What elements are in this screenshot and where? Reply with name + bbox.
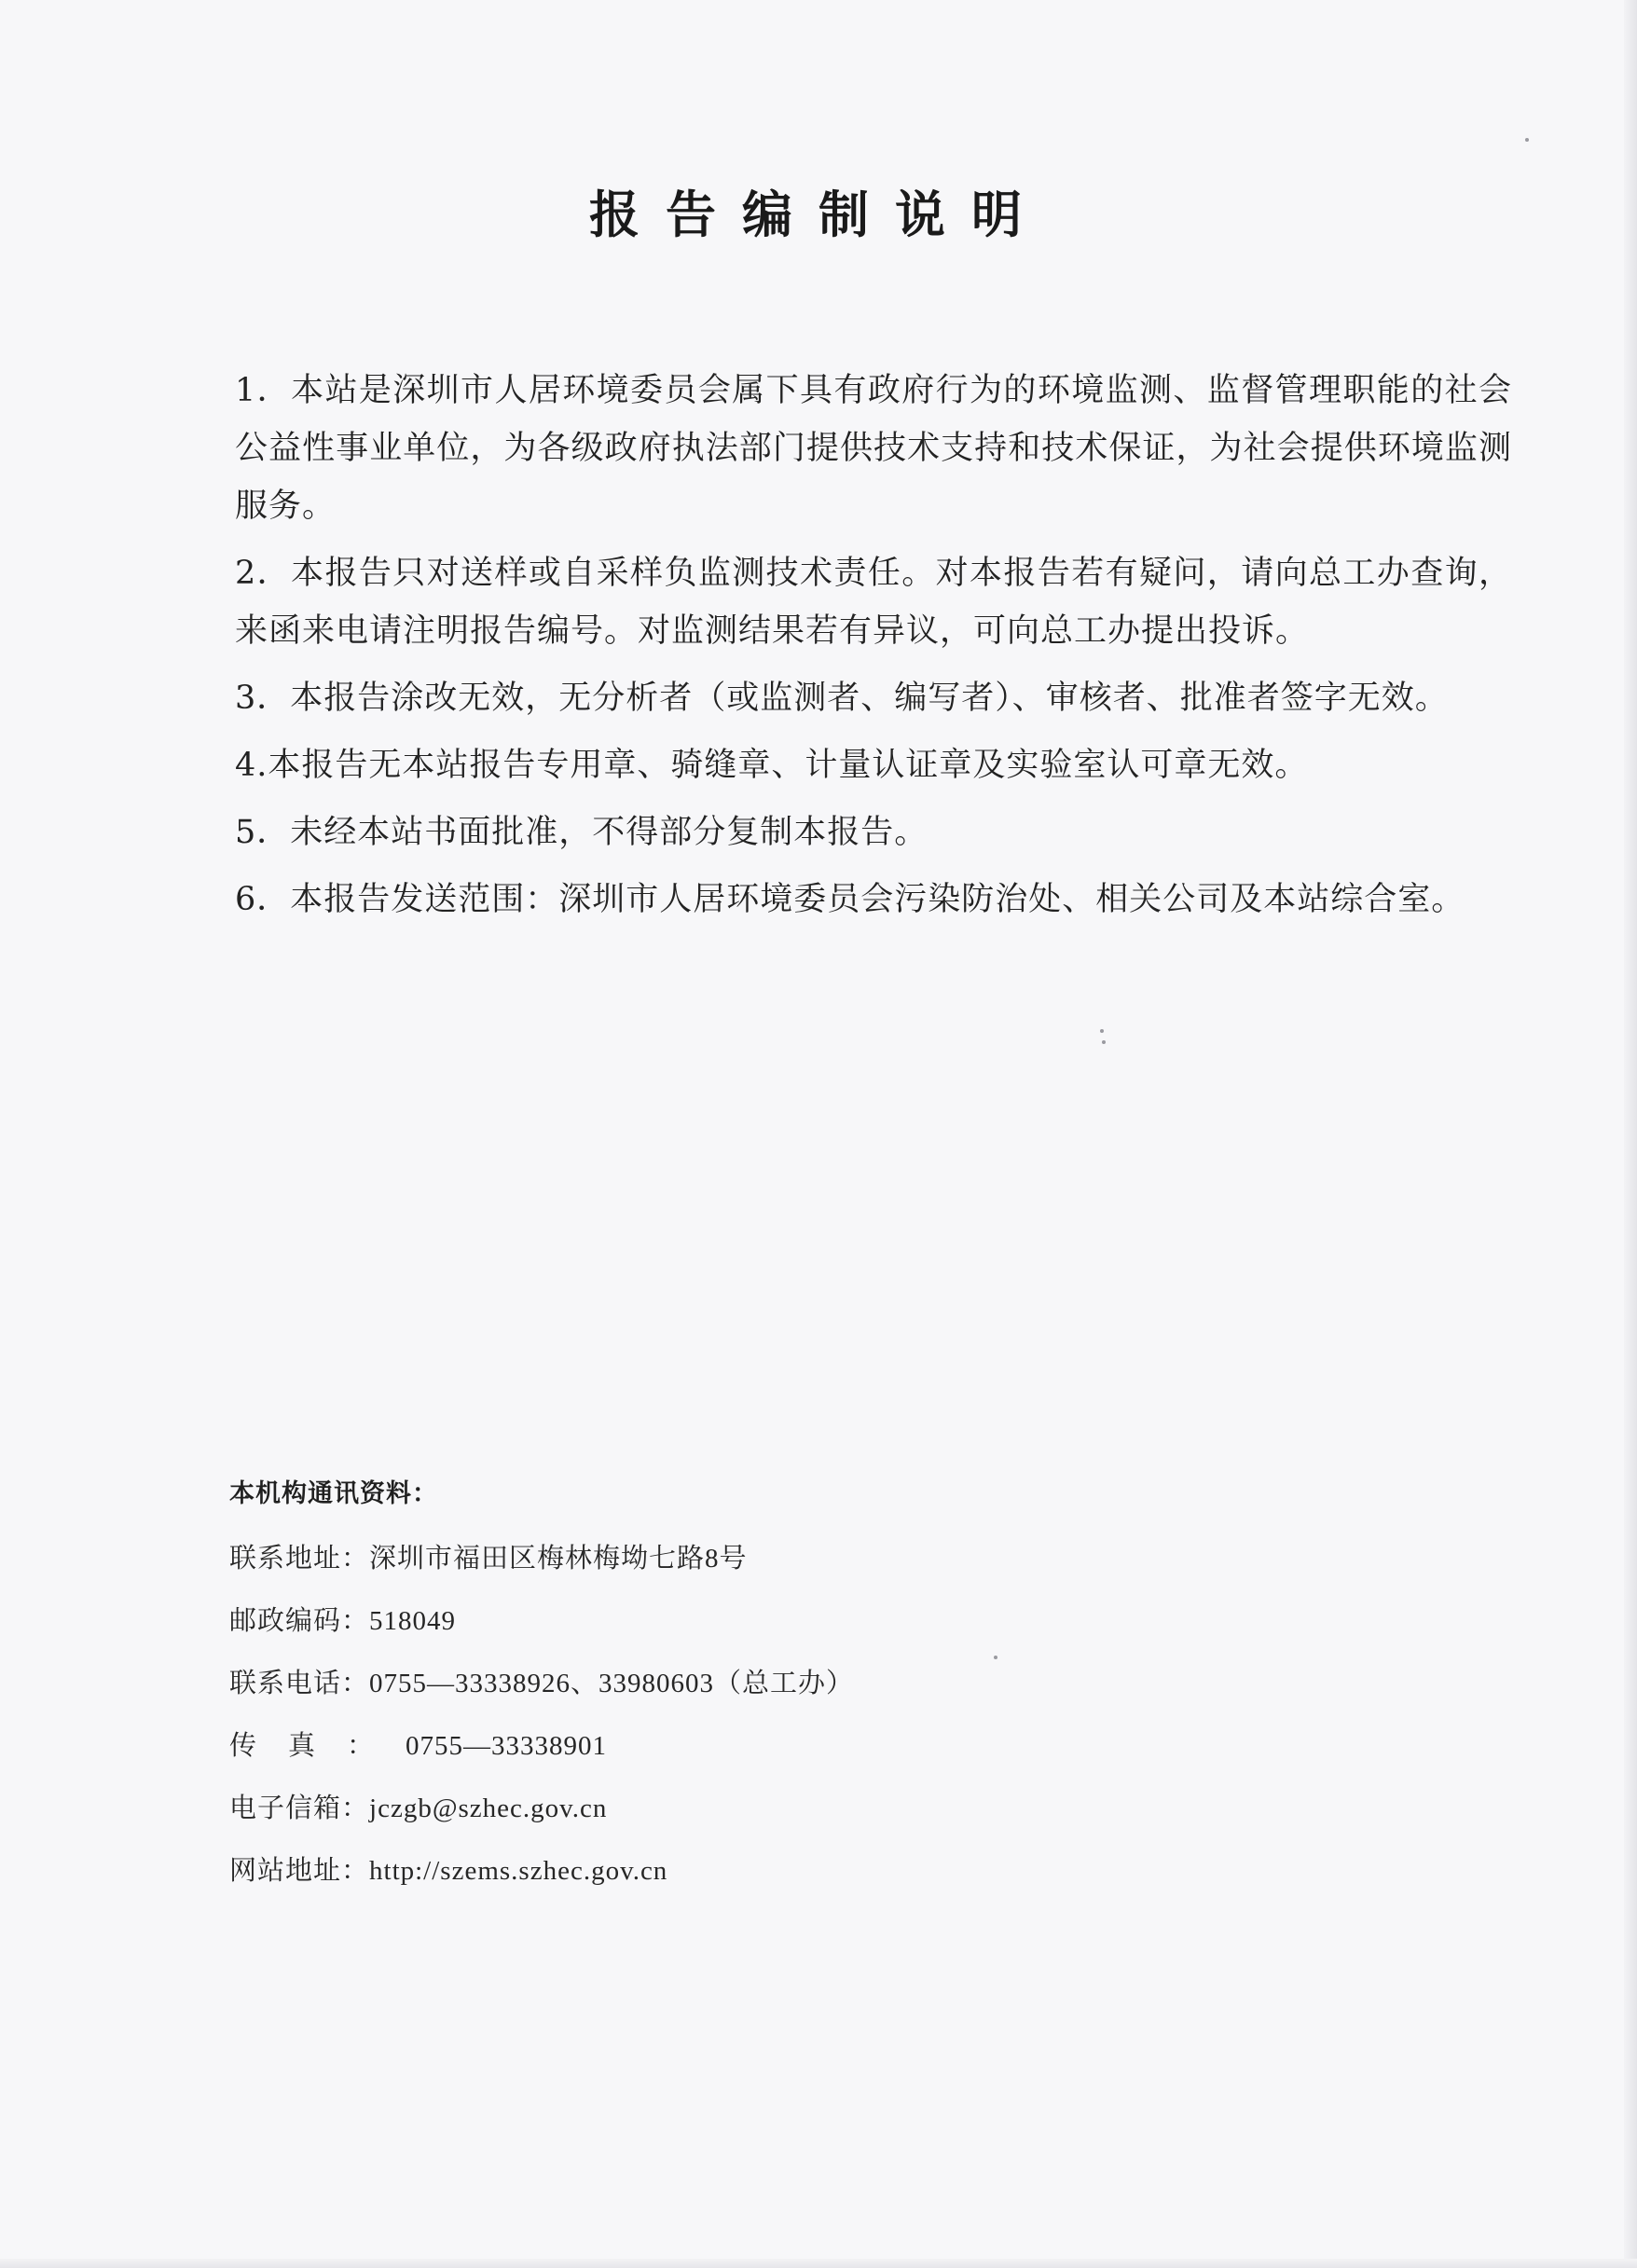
contact-heading: 本机构通讯资料：	[229, 1479, 438, 1508]
contact-row-website	[229, 1851, 1162, 1889]
explanation-list	[235, 362, 1512, 938]
contact-row-postcode	[229, 1601, 1162, 1639]
email-label: 电子信箱：	[229, 1792, 370, 1823]
email-value: jczgb@szhec.gov.cn	[369, 1794, 608, 1823]
scan-edge	[1624, 0, 1637, 2268]
postcode-label: 邮政编码：	[229, 1604, 370, 1636]
contact-row-email	[229, 1789, 1162, 1826]
page-title: 报告编制说明	[589, 186, 1048, 244]
list-item: 1．本站是深圳市人居环境委员会属下具有政府行为的环境监测、监督管理职能的社会公益性事业单位，为各级政府执法部门提供技术支持和技术保证，为社会提供环境监测服务。	[235, 372, 1512, 525]
fax-label: 传真：	[229, 1729, 406, 1761]
contact-row-fax	[229, 1726, 1162, 1764]
list-item: 2．本报告只对送样或自采样负监测技术责任。对本报告若有疑问，请向总工办查询，来函来电请注明报告编号。对监测结果若有异议，可向总工办提出投诉。	[235, 555, 1512, 650]
list-item: 5．未经本站书面批准，不得部分复制本报告。	[235, 814, 929, 851]
list-item: 4.本报告无本站报告专用章、骑缝章、计量认证章及实验室认可章无效。	[235, 747, 1309, 784]
website-value: http://szems.szhec.gov.cn	[369, 1856, 668, 1886]
scan-edge	[0, 2259, 1637, 2268]
phone-value: 0755—33338926、33980603（总工办）	[369, 1669, 855, 1698]
contact-row-address	[229, 1539, 1162, 1576]
scan-speck	[1100, 1029, 1104, 1033]
contact-row-phone	[229, 1664, 1162, 1701]
postcode-value: 518049	[369, 1606, 457, 1636]
scan-speck	[1102, 1040, 1106, 1044]
address-label: 联系地址：	[229, 1542, 370, 1574]
scan-speck	[1525, 138, 1529, 142]
contact-info	[229, 1473, 1162, 1914]
list-item: 3．本报告涂改无效，无分析者（或监测者、编写者）、审核者、批准者签字无效。	[235, 680, 1449, 717]
address-value: 深圳市福田区梅林梅坳七路8号	[369, 1544, 748, 1574]
website-label: 网站地址：	[229, 1854, 370, 1886]
phone-label: 联系电话：	[229, 1667, 370, 1698]
fax-value: 0755—33338901	[406, 1731, 608, 1761]
list-item: 6．本报告发送范围：深圳市人居环境委员会污染防治处、相关公司及本站综合室。	[235, 881, 1465, 918]
scan-speck	[994, 1656, 997, 1659]
